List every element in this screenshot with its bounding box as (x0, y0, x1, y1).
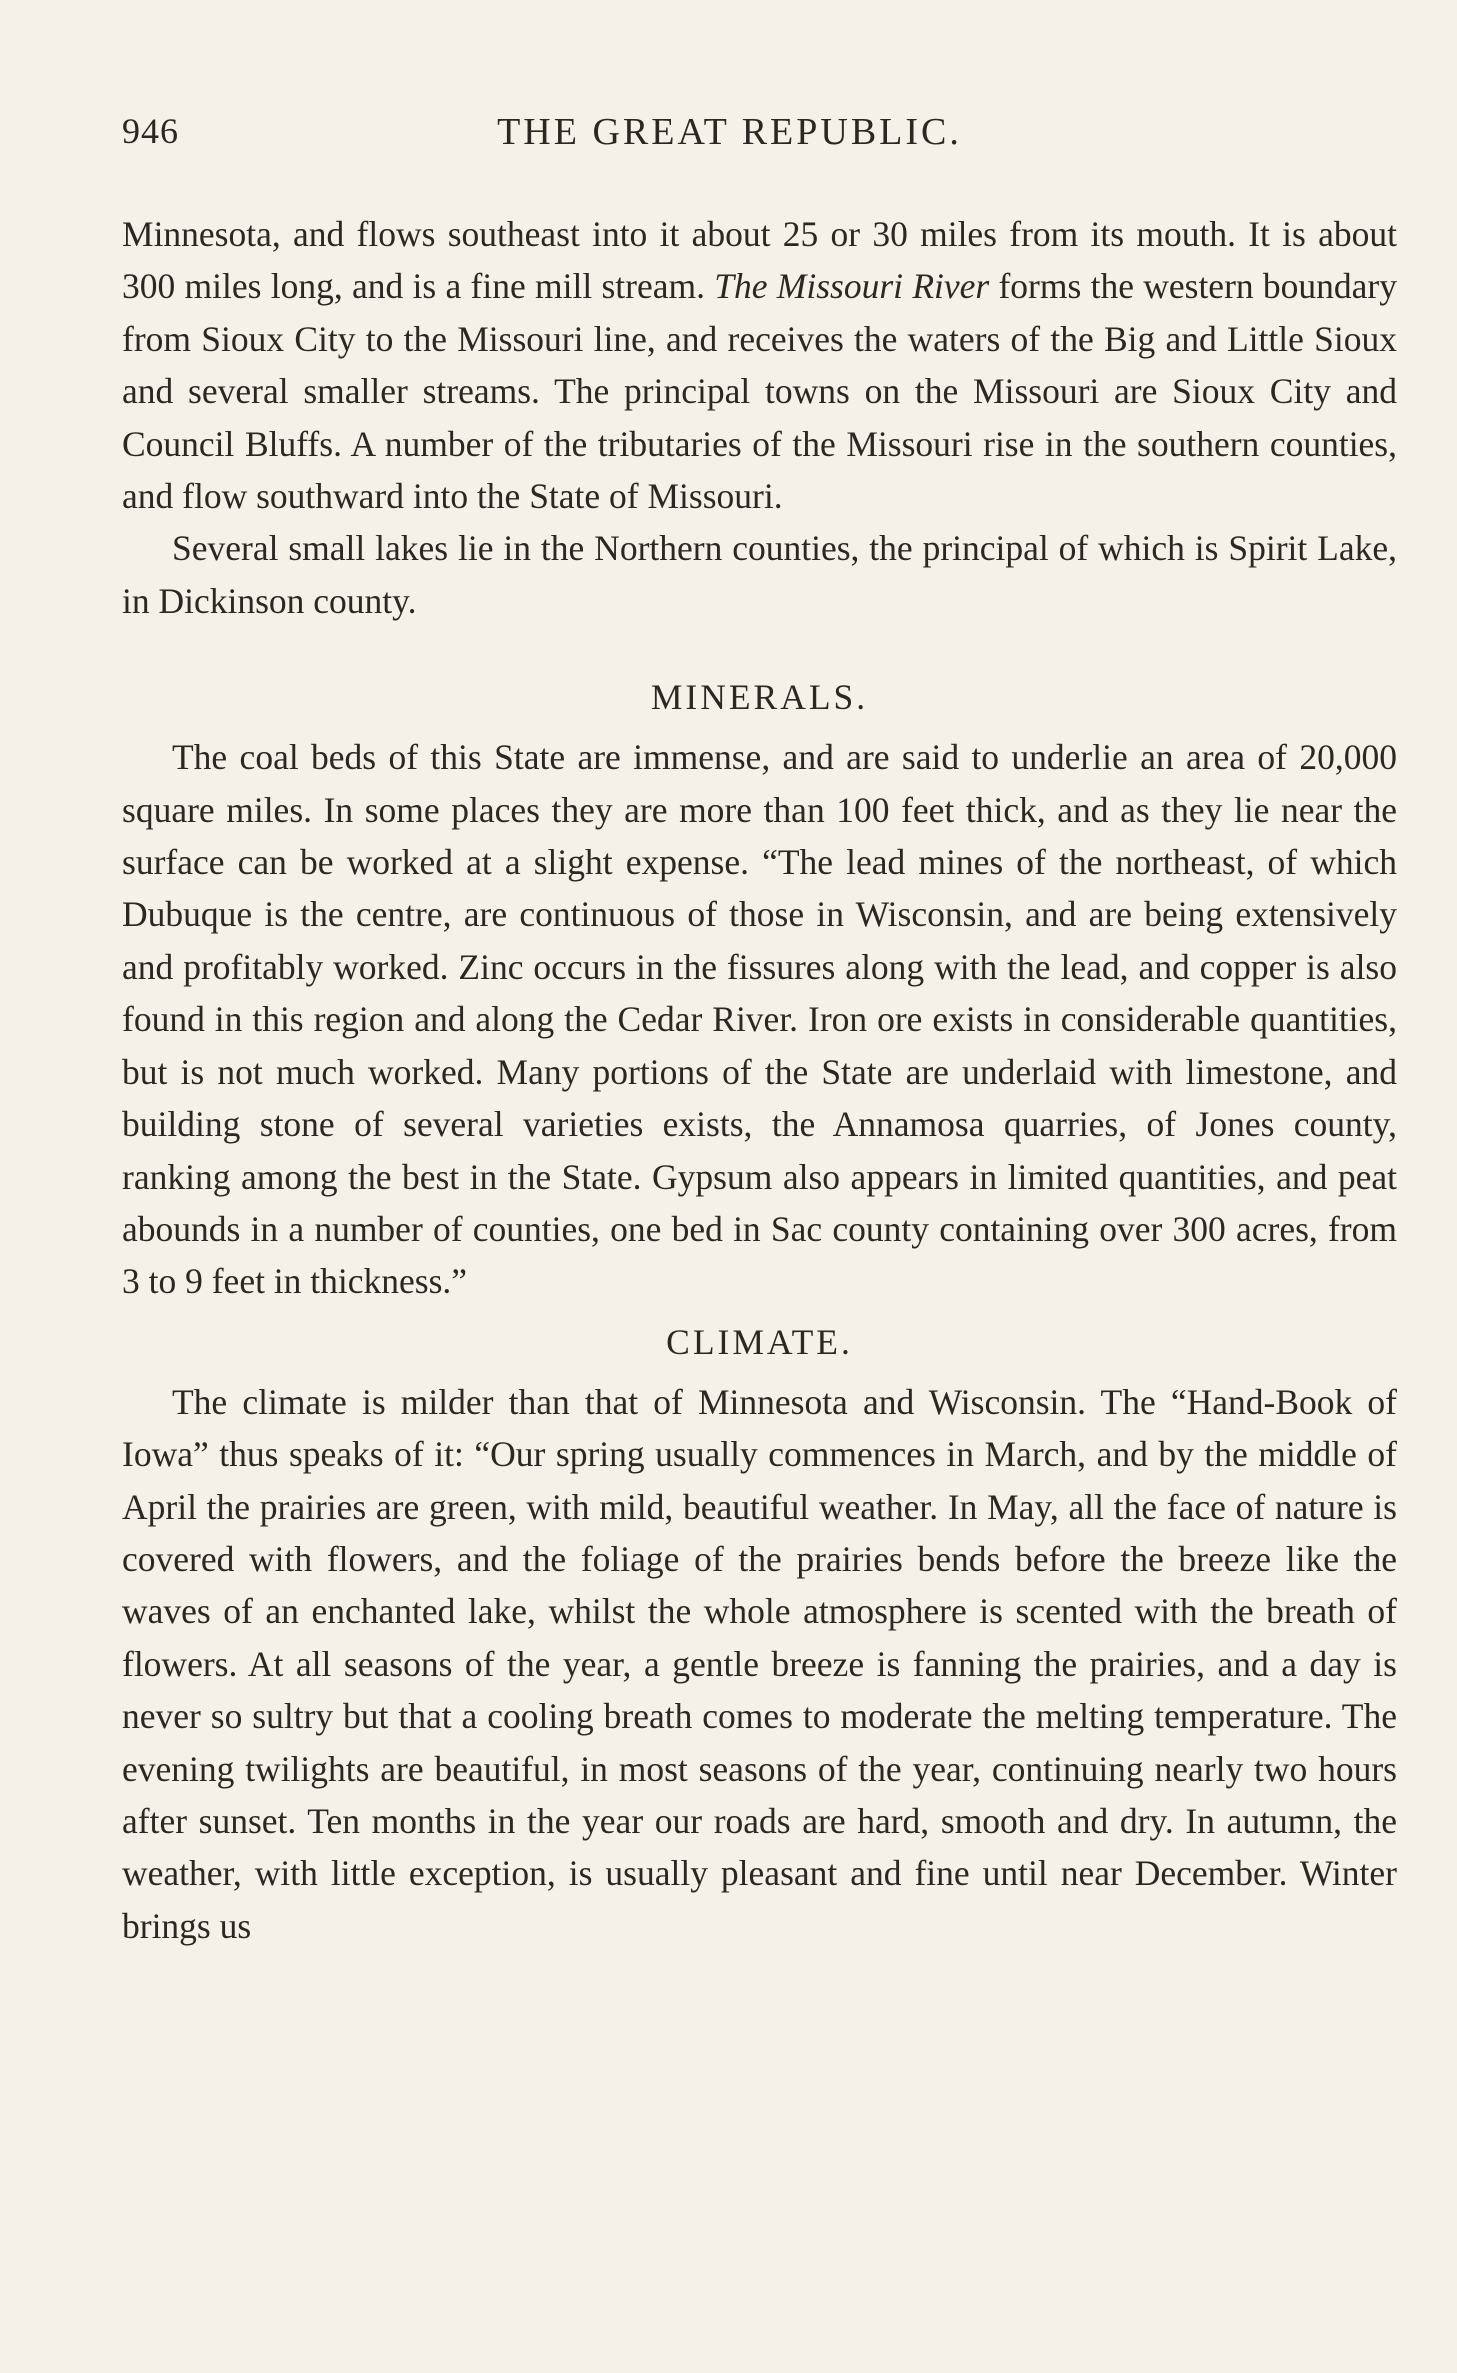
running-head (122, 110, 1397, 170)
running-title: THE GREAT REPUBLIC. (497, 111, 962, 153)
paragraph-rivers-continued (122, 208, 1397, 522)
page-number: 946 (122, 111, 179, 151)
rivers-text-a: Minnesota, and flows southeast into it about 25 or 30 miles from its mouth. It is about 300 miles long, and is a fine mill stream. (122, 214, 1397, 307)
heading-minerals: MINERALS. (650, 677, 869, 718)
rivers-italic-phrase: The Missouri River (714, 266, 990, 307)
paragraph-climate: The climate is milder than that of Minnesota and Wisconsin. The “Hand-Book of Iowa” thus speaks of it: “Our spring usually commences in March, and by the middle of April the prairies are green, with mild, beautiful weather. In May, all the face of nature is covered with flowers, and the foliage of the prairies bends before the breeze like the waves of an enchanted lake, whilst the whole atmosphere is scented with the breath of flowers. At all seasons of the year, a gentle breeze is fanning the prairies, and a day is never so sultry but that a cooling breath comes to moderate the melting temperature. The evening twilights are beautiful, in most seasons of the year, continuing nearly two hours after sunset. Ten months in the year our roads are hard, smooth and dry. In autumn, the weather, with little exception, is usually pleasant and fine until near December. Winter brings us (122, 1381, 1397, 1946)
heading-climate: CLIMATE. (666, 1321, 853, 1362)
paragraph-lakes: Several small lakes lie in the Northern counties, the principal of which is Spirit Lake, in Dickinson county. (122, 528, 1397, 621)
rivers-text-b: forms the western boundary from Sioux City to the Missouri line, and receives the waters of the Big and Little Sioux and several smaller streams. The principal towns on the Missouri are Sioux City and Council Bluffs. A number of the tributaries of the Missouri rise in the southern counties, and flow southward into the State of Missouri. (122, 266, 1397, 517)
paragraph-minerals: The coal beds of this State are immense, and are said to underlie an area of 20,000 square miles. In some places they are more than 100 feet thick, and as they lie near the surface can be worked at a slight expense. “The lead mines of the northeast, of which Dubuque is the centre, are continuous of those in Wisconsin, and are being extensively and profitably worked. Zinc occurs in the fissures along with the lead, and copper is also found in this region and along the Cedar River. Iron ore exists in considerable quantities, but is not much worked. Many portions of the State are underlaid with limestone, and building stone of several varieties exists, the Annamosa quarries, of Jones county, ranking among the best in the State. Gypsum also appears in limited quantities, and peat abounds in a number of counties, one bed in Sac county containing over 300 acres, from 3 to 9 feet in thickness.” (122, 737, 1397, 1302)
